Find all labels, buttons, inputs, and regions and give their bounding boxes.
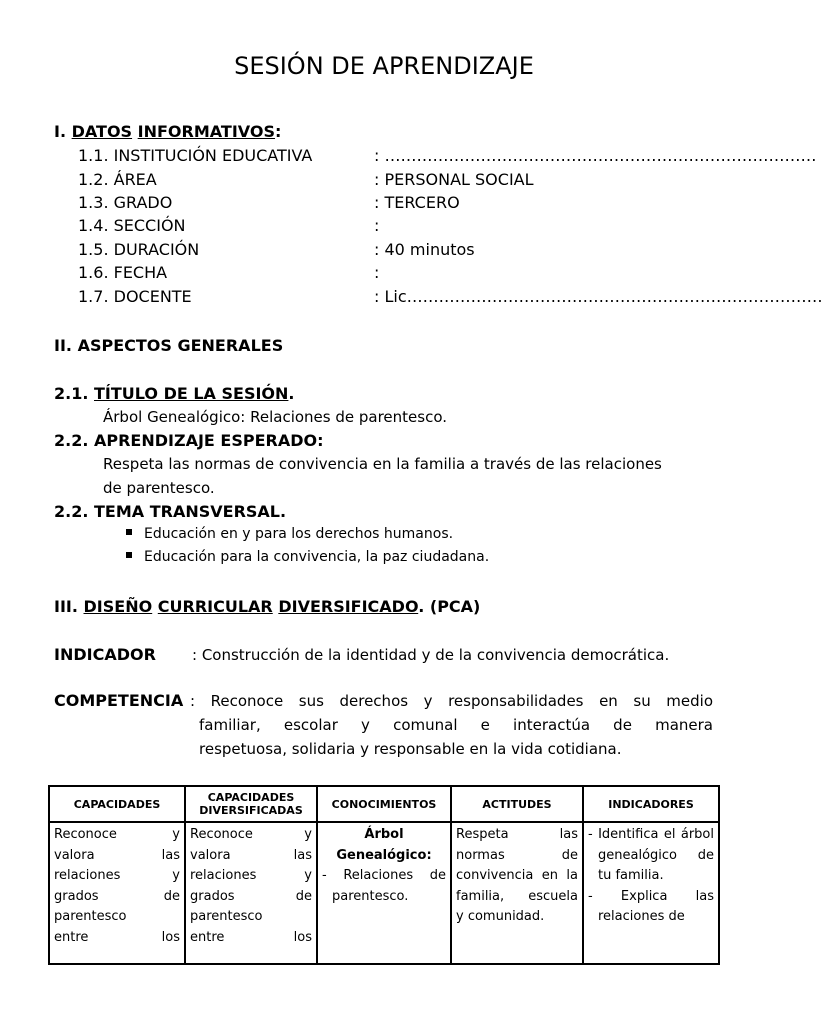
section-1-heading-a: DATOS	[71, 122, 133, 141]
section-2-2-heading	[54, 431, 324, 450]
info-label-6: 1.6. FECHA	[78, 263, 168, 282]
cell-indicadores	[583, 822, 719, 964]
indicador-item-1: - Identifica el árbol genealógico de tu familia.	[588, 827, 714, 883]
bullet-text-2: Educación para la convivencia, la paz ciudadana.	[144, 549, 490, 565]
section-2-3-title: TEMA TRANSVERSAL	[94, 502, 280, 521]
competencia-line-3: respetuosa, solidaria y responsable en la vida cotidiana.	[199, 740, 622, 758]
section-2-heading: II. ASPECTOS GENERALES	[54, 336, 284, 355]
bullet-square-icon	[126, 529, 132, 535]
conocimiento-title-1: Árbol	[364, 827, 404, 842]
competencia-label: COMPETENCIA	[54, 691, 184, 710]
session-title-text: Árbol Genealógico: Relaciones de parentesco.	[103, 408, 448, 426]
cell-line: convivencia en la	[456, 868, 578, 883]
conocimiento-title-2: Genealógico:	[336, 847, 432, 863]
section-3-heading-a: DISEÑO	[83, 597, 153, 616]
header-indicadores: INDICADORES	[583, 786, 719, 822]
cell-line: grados de	[190, 888, 312, 904]
table-header-row	[49, 786, 719, 822]
indicador-label: INDICADOR	[54, 645, 156, 664]
bullet-item-2	[126, 549, 489, 565]
header-capacidades: CAPACIDADES	[49, 786, 185, 822]
cell-line: relaciones y	[54, 868, 180, 883]
section-2-2-number: 2.2.	[54, 431, 89, 450]
cell-line: parentesco	[54, 909, 127, 924]
section-3-heading-b: CURRICULAR	[157, 597, 273, 616]
cell-line: Reconoce y	[190, 827, 312, 842]
section-1-number: I	[54, 122, 60, 141]
section-2-title: ASPECTOS GENERALES	[77, 336, 284, 355]
bullet-text-1: Educación en y para los derechos humanos.	[144, 526, 454, 542]
competencia-line-1: : Reconoce sus derechos y responsabilidades en su medio	[190, 692, 713, 710]
cell-line: familia, escuela	[456, 888, 578, 904]
info-label-1: 1.1. INSTITUCIÓN EDUCATIVA	[78, 146, 313, 165]
section-3-heading-c: DIVERSIFICADO	[278, 597, 419, 616]
info-value-6: :	[374, 263, 380, 282]
info-label-7: 1.7. DOCENTE	[78, 287, 192, 306]
indicador-text: : Construcción de la identidad y de la convivencia democrática.	[192, 646, 670, 664]
cell-line: parentesco	[190, 909, 263, 924]
section-1-heading-b: INFORMATIVOS	[137, 122, 276, 141]
cell-line: Reconoce y	[54, 827, 180, 842]
header-actitudes: ACTITUDES	[451, 786, 583, 822]
section-3-number: III	[54, 597, 72, 616]
cell-capacidades-diversificadas	[185, 822, 317, 964]
info-value-1: : ………………………………………………………………………	[374, 146, 817, 165]
competencia-line-2: familiar, escolar y comunal e interactúa de manera	[199, 716, 713, 734]
cell-line: normas de	[456, 847, 578, 863]
cell-line: grados de	[54, 888, 180, 904]
expected-learning-line-1: Respeta las normas de convivencia en la familia a través de las relaciones	[103, 455, 662, 473]
bullet-square-icon	[126, 552, 132, 558]
section-2-number: II	[54, 336, 66, 355]
info-label-5: 1.5. DURACIÓN	[78, 240, 200, 259]
cell-conocimientos	[317, 822, 451, 964]
info-label-2: 1.2. ÁREA	[78, 170, 157, 189]
header-conocimientos: CONOCIMIENTOS	[317, 786, 451, 822]
header-2-line-2: DIVERSIFICADAS	[199, 804, 303, 817]
info-value-4: :	[374, 216, 380, 235]
header-2-line-1: CAPACIDADES	[207, 791, 295, 804]
info-value-5: : 40 minutos	[374, 240, 475, 259]
info-value-3: : TERCERO	[374, 193, 460, 212]
info-value-7: : Lic……………………………………………………………………	[374, 287, 823, 306]
section-2-3-heading: 2.2. TEMA TRANSVERSAL.	[54, 502, 287, 521]
section-1-heading: I. DATOS INFORMATIVOS:	[54, 122, 282, 141]
bullet-item-1	[126, 526, 453, 542]
cell-capacidades	[49, 822, 185, 964]
cell-line: relaciones y	[190, 868, 312, 883]
info-label-4: 1.4. SECCIÓN	[78, 216, 186, 235]
table-row	[49, 822, 719, 964]
cell-line: entre los	[190, 929, 312, 945]
section-2-3-number: 2.2.	[54, 502, 89, 521]
cell-line: valora las	[190, 847, 312, 863]
cell-line: valora las	[54, 847, 180, 863]
conocimiento-item: - Relaciones de parentesco.	[322, 868, 446, 904]
capacities-table	[48, 785, 720, 965]
section-2-1-title: TÍTULO DE LA SESIÓN	[94, 384, 289, 403]
section-2-2-title: APRENDIZAJE ESPERADO:	[94, 431, 324, 450]
cell-line: Respeta las	[456, 827, 578, 842]
section-3-heading: III. DISEÑO CURRICULAR DIVERSIFICADO. (PCA)	[54, 597, 481, 616]
section-2-1-number: 2.1.	[54, 384, 89, 403]
cell-line: entre los	[54, 929, 180, 945]
expected-learning-line-2: de parentesco.	[103, 479, 215, 497]
info-label-3: 1.3. GRADO	[78, 193, 173, 212]
cell-actitudes	[451, 822, 583, 964]
cell-line: y comunidad.	[456, 909, 545, 924]
document-title: SESIÓN DE APRENDIZAJE	[234, 52, 534, 80]
section-2-1-heading: 2.1. TÍTULO DE LA SESIÓN.	[54, 384, 295, 403]
info-value-2: : PERSONAL SOCIAL	[374, 170, 534, 189]
section-3-heading-d: (PCA)	[429, 597, 481, 616]
indicador-item-2: - Explica las relaciones de	[588, 888, 714, 924]
header-capacidades-diversificadas	[185, 786, 317, 822]
